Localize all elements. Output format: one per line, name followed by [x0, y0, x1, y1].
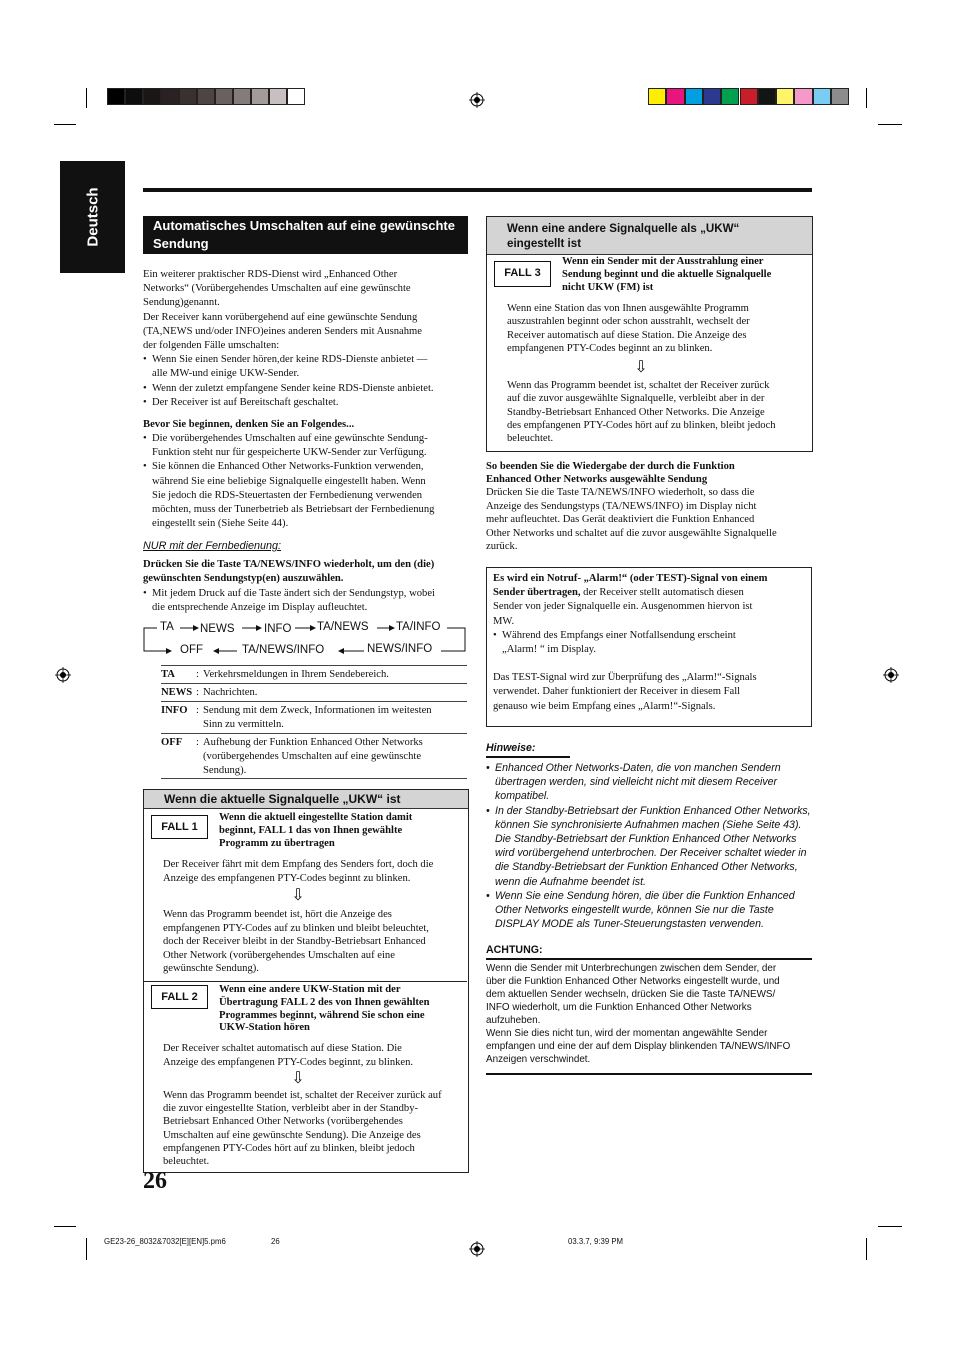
text-line: die zuvor eingestellte Station, verbleibt aber in der Standby- [163, 1103, 419, 1115]
text-line: Anzeigen verschwindet. [486, 1054, 591, 1065]
hinweise-heading: Hinweise: [486, 742, 536, 754]
text-line: beleuchtet. [163, 1156, 210, 1168]
text-line: nicht UKW (FM) ist [562, 282, 654, 293]
text-line: auszustrahlen beginnt oder schon ausstrahlt, wechselt der [507, 316, 750, 328]
list-item: • Wenn Sie einen Sender hören,der keine RDS-Dienste anbietet — alle MW-und einige UKW-Sender. [143, 353, 469, 381]
text-line: Das TEST-Signal wird zur Überprüfung des „Alarm!“-Signals [493, 672, 757, 684]
text-line: beleuchtet. [507, 433, 554, 445]
list-item: • Die vorübergehendes Umschalten auf eine gewünschte Sendung- Funktion steht nur für gespeicherte UKW-Sender zur Verfügung. [143, 432, 469, 460]
text-line: MW. [493, 615, 515, 627]
color-swatch [831, 88, 849, 105]
achtung-bottom-rule [486, 1073, 812, 1075]
ukw-box-heading: Wenn die aktuelle Signalquelle „UKW“ ist [144, 790, 468, 809]
definition-text: : Verkehrsmeldungen in Ihrem Sendebereich. [196, 669, 389, 680]
footer-filename: GE23-26_8032&7032[E][EN]5.pm6 [104, 1237, 226, 1246]
definition-term: OFF [161, 737, 183, 748]
stop-heading [486, 460, 812, 487]
hinweise-list [486, 761, 812, 931]
fall-2-text-2 [163, 1089, 465, 1168]
text-line: Receiver automatisch auf diese Station. Die Anzeige des [507, 329, 747, 341]
text-line: Programmes beginnt, während Sie schon eine [219, 1009, 425, 1021]
list-item: • In der Standby-Betriebsart der Funktion Enhanced Other Networks, können Sie synchronisierte Aufnahmen machen (Siehe Seite 43). Die Standby-Betriebsart der Funktion Enhanced Other Networks wird vorübergehend unterbrochen. Der Receiver schaltet wieder in die Standby-Betriebsart der Funktion Enhanced Other Networks, wenn die Aufnahme beendet ist. [486, 804, 812, 889]
text-line: INFO wiederholt, um die Funktion Enhanced Other Networks [486, 1002, 752, 1013]
text-line: verwendet. Daher funktioniert der Receiver in diesem Fall [493, 686, 741, 698]
text-line: Der Receiver schaltet automatisch auf diese Station. Die [163, 1043, 402, 1054]
stop-text [486, 486, 812, 554]
text-line: Wenn Sie dies nicht tun, wird der momentan angewählte Sender [486, 1028, 768, 1039]
text-line: Sender von jeder Signalquelle ein. Ausgenommen hiervon ist [493, 601, 753, 613]
crop-mark [86, 88, 87, 108]
color-swatch [269, 88, 287, 105]
definition-term: TA [161, 669, 175, 680]
text-line: Wenn eine Station das von Ihnen ausgewählte Programm [507, 303, 749, 314]
text-line: Anzeige des Sendungstyps (TA/NEWS/INFO) im Display nicht [486, 500, 757, 512]
fall-1-text-2 [163, 908, 463, 976]
text-line: Networks“ (Vorübergehendes Umschalten auf eine gewünschte [143, 283, 411, 295]
text-line: Wenn das Programm beendet ist, schaltet der Receiver zurück [507, 380, 770, 391]
fall-2-text [163, 1042, 463, 1069]
text-line: Standby-Betriebsart Enhanced Other Networks. Die Anzeige [507, 406, 765, 418]
text-line: Wenn eine andere Signalquelle als „UKW“ [507, 222, 740, 235]
footer-page: 26 [271, 1237, 280, 1246]
text-line: So beenden Sie die Wiedergabe der durch die Funktion [486, 461, 735, 472]
fall-divider [144, 981, 467, 982]
fall-2-title [219, 984, 464, 1035]
text-line: Betriebsart Enhanced Other Networks (vorübergehendes [163, 1116, 403, 1128]
color-swatch [648, 88, 666, 105]
registration-mark-icon [883, 667, 899, 683]
text-line: Sendung beginnt und die aktuelle Signalquelle [562, 269, 772, 280]
cycle-step: NEWS [200, 623, 235, 635]
color-swatch [813, 88, 831, 105]
achtung-rule [486, 958, 812, 960]
color-swatch [233, 88, 251, 105]
color-swatch [721, 88, 739, 105]
color-swatch [794, 88, 812, 105]
fall-3-text [507, 302, 809, 355]
text-line: Programm zu übertragen [219, 838, 335, 849]
achtung-text [486, 962, 812, 1066]
color-swatch [215, 88, 233, 105]
crop-mark [866, 1238, 867, 1260]
cycle-step: TA [160, 621, 174, 633]
text-line: aufzuheben. [486, 1015, 541, 1026]
top-rule [143, 188, 812, 192]
text-line: gewünschte Sendung). [163, 963, 259, 974]
list-item: • Enhanced Other Networks-Daten, die von manchen Sendern übertragen werden, sind vielleicht nicht mit diesem Receiver kompatibel. [486, 761, 812, 804]
text-line: Anzeige des empfangenen PTY-Codes beginnt, zu blinken. [163, 1056, 414, 1068]
definition-text: : Aufhebung der Funktion Enhanced Other Networks (vorübergehendes Umschalten auf eine gewünschte Sendung). [196, 737, 423, 777]
cycle-step: INFO [264, 623, 292, 635]
before-list [143, 432, 469, 531]
press-instruction [143, 558, 469, 586]
color-swatch [703, 88, 721, 105]
definition-row [161, 701, 467, 734]
list-item: • Mit jedem Druck auf die Taste ändert sich der Sendungstyp, wobei die entsprechende Anzeige im Display aufleuchtet. [143, 587, 469, 615]
text-line: Enhanced Other Networks ausgewählte Sendung [486, 474, 708, 486]
text-line: empfangenen PTY-Codes beginnt an zu blinken. [507, 342, 713, 354]
footer-date: 03.3.7, 9:39 PM [568, 1237, 624, 1246]
text-line: Der Receiver kann vorübergehend auf eine gewünschte Sendung [143, 311, 418, 323]
color-swatch [758, 88, 776, 105]
language-tab [60, 161, 125, 273]
registration-mark-icon [55, 667, 71, 683]
page-number: 26 [143, 1168, 167, 1194]
color-swatch [740, 88, 758, 105]
alarm-text: Es wird ein Notruf- „Alarm!“ (oder TEST)-Signal von einem Sender übertragen, der Receiver stellt automatisch diesen Sender von jeder Signalquelle ein. Ausgenommen hiervon ist MW. • Während des Empfangs einer Notfallsendung erscheint „Alarm! “ im Display. Das TEST-Signal wird zur Überprüfung des „Alarm!“-Signals verwendet. Daher funktioniert der Receiver in diesem Fall genauso wie beim Empfang eines „Alarm!“-Signals. [493, 572, 807, 714]
text-line: Wenn das Programm beendet ist, hört die Anzeige des [163, 909, 392, 920]
color-swatch [143, 88, 161, 105]
intro-text [143, 268, 469, 410]
text-line: beginnt, FALL 1 das von Ihnen gewählte [219, 825, 403, 836]
definition-row [161, 683, 467, 702]
text-line: (TA,NEWS und/oder INFO)eines anderen Senders mit Ausnahme [143, 325, 422, 337]
text-line: Drücken Sie die Taste TA/NEWS/INFO wiederholt, so dass die [486, 487, 755, 498]
color-swatch [179, 88, 197, 105]
text-line: Wenn ein Sender mit der Ausstrahlung einer [562, 256, 764, 267]
crop-mark [878, 1226, 902, 1227]
text-line: Umschalten auf eine gewünschte Sendung). Die Anzeige des [163, 1129, 421, 1141]
definition-text: : Sendung mit dem Zweck, Informationen im weitesten Sinn zu vermitteln. [196, 705, 432, 731]
cycle-step: TA/NEWS [317, 621, 369, 633]
text-line: Drücken Sie die Taste TA/NEWS/INFO wiederholt, um den (die) [143, 559, 435, 570]
crop-mark [878, 124, 902, 125]
text-line: zurück. [486, 541, 518, 552]
cycle-step: OFF [180, 644, 203, 656]
text-line: der folgenden Fälle umschalten: [143, 340, 280, 352]
list-item: • Während des Empfangs einer Notfallsendung erscheint „Alarm! “ im Display. [493, 629, 807, 657]
text-line: Der Receiver fährt mit dem Empfang des Senders fort, doch die [163, 859, 434, 870]
hinweise-underline [486, 756, 570, 758]
crop-mark [866, 88, 867, 108]
other-source-heading [487, 217, 812, 255]
color-swatch [287, 88, 305, 105]
fall-1-text [163, 858, 463, 885]
cycle-step: NEWS/INFO [367, 643, 433, 655]
text-line: Other Networks und schaltet auf die zuvor ausgewählte Signalquelle [486, 527, 777, 539]
text-line: Wenn die Sender mit Unterbrechungen zwischen dem Sender, der [486, 963, 777, 974]
registration-mark-icon [469, 1241, 485, 1257]
list-item: • Sie können die Enhanced Other Networks-Funktion verwenden, während Sie eine beliebige Signalquelle eingestellt haben. Wenn Sie jedoch die RDS-Steuertasten der Fernbedienung verwenden möchten, muss der Tunerbetrieb als Betriebsart der Fernbedienung eingestellt sein (Siehe Seite 44). [143, 460, 469, 531]
color-swatch [685, 88, 703, 105]
text-line: empfangenen PTY-Codes hört auf zu blinken, bleibt jedoch [163, 1142, 415, 1154]
before-heading: Bevor Sie beginnen, denken Sie an Folgendes... [143, 419, 355, 430]
crop-mark [86, 1238, 87, 1260]
text-line: doch der Receiver bleibt in der Standby-Betriebsart Enhanced [163, 936, 426, 947]
text-line: empfangenen PTY-Codes auf zu blinken und bleibt beleuchtet, [163, 922, 429, 934]
text-line: Übertragung FALL 2 des von Ihnen gewählten [219, 996, 430, 1008]
cycle-step: TA/INFO [396, 621, 441, 633]
definitions-bottom-rule [161, 778, 467, 779]
definition-term: INFO [161, 705, 188, 716]
language-tab-label: Deutsch [84, 187, 101, 247]
crop-mark [54, 1226, 76, 1227]
text-line: Wenn die aktuell eingestellte Station damit [219, 812, 413, 823]
text-line: auf die zuvor ausgewählte Signalquelle, verbleibt aber in der [507, 393, 765, 405]
down-arrow-icon: ⇩ [291, 885, 305, 904]
list-item: • Wenn der zuletzt empfangene Sender keine RDS-Dienste anbietet. [143, 382, 469, 396]
fall-3-title [562, 255, 810, 294]
text-line: gewünschten Sendungstyp(en) auszuwählen. [143, 573, 344, 585]
mode-cycle-diagram [143, 620, 469, 660]
text-line: empfangen und eine der auf dem Display blinkenden TA/NEWS/INFO [486, 1041, 791, 1052]
fall-1-label: FALL 1 [151, 815, 208, 839]
text-line: des empfangenen PTY-Codes hört auf zu blinken, bleibt jedoch [507, 419, 776, 431]
section-heading: Automatisches Umschalten auf eine gewünschte Sendung [143, 216, 468, 254]
text-line: über die Funktion Enhanced Other Networks eingestellt wurde, und [486, 976, 780, 987]
list-item: • Der Receiver ist auf Bereitschaft geschaltet. [143, 396, 469, 410]
fall-1-title [219, 811, 464, 850]
definition-term: NEWS [161, 687, 193, 698]
color-swatch [161, 88, 179, 105]
list-item: • Wenn Sie eine Sendung hören, die über die Funktion Enhanced Other Networks eingestellt wurde, können Sie nur die Taste DISPLAY MODE als Tuner-Steuerungstasten verwenden. [486, 889, 812, 932]
text-line: Anzeige des empfangenen PTY-Codes beginnt zu blinken. [163, 872, 411, 884]
text-line: mehr aufleuchtet. Das Gerät deaktiviert die Funktion Enhanced [486, 514, 755, 525]
text-line: Sendung)genannt. [143, 297, 220, 309]
text-line: genauso wie beim Empfang eines „Alarm!“-Signals. [493, 700, 716, 712]
fall-3-label: FALL 3 [494, 261, 551, 287]
text-line: UKW-Station hören [219, 1022, 310, 1034]
color-swatch [666, 88, 684, 105]
color-swatch [125, 88, 143, 105]
crop-mark [54, 124, 76, 125]
press-note [143, 587, 469, 615]
down-arrow-icon: ⇩ [291, 1068, 305, 1087]
color-swatch [197, 88, 215, 105]
achtung-heading: ACHTUNG: [486, 944, 543, 956]
cycle-step: TA/NEWS/INFO [242, 644, 325, 656]
color-swatch [107, 88, 125, 105]
text-line: Other Network (vorübergehendes Umschalten auf eine [163, 949, 395, 961]
definition-text: : Nachrichten. [196, 687, 258, 698]
remote-only-note: NUR mit der Fernbedienung: [143, 540, 282, 552]
fall-3-text-2 [507, 379, 809, 445]
definition-row [161, 665, 467, 684]
down-arrow-icon: ⇩ [634, 357, 648, 376]
text-line: eingestellt ist [507, 237, 582, 250]
text-line: Wenn eine andere UKW-Station mit der [219, 984, 401, 995]
text-line: Ein weiterer praktischer RDS-Dienst wird „Enhanced Other [143, 269, 398, 280]
registration-mark-icon [469, 92, 485, 108]
fall-2-label: FALL 2 [151, 985, 208, 1009]
text-line: Wenn das Programm beendet ist, schaltet der Receiver zurück auf [163, 1090, 442, 1101]
text-line: dem aktuellen Sender wechseln, drücken Sie die Taste TA/NEWS/ [486, 989, 776, 1000]
definition-row [161, 733, 467, 779]
color-swatch [251, 88, 269, 105]
color-swatch [776, 88, 794, 105]
